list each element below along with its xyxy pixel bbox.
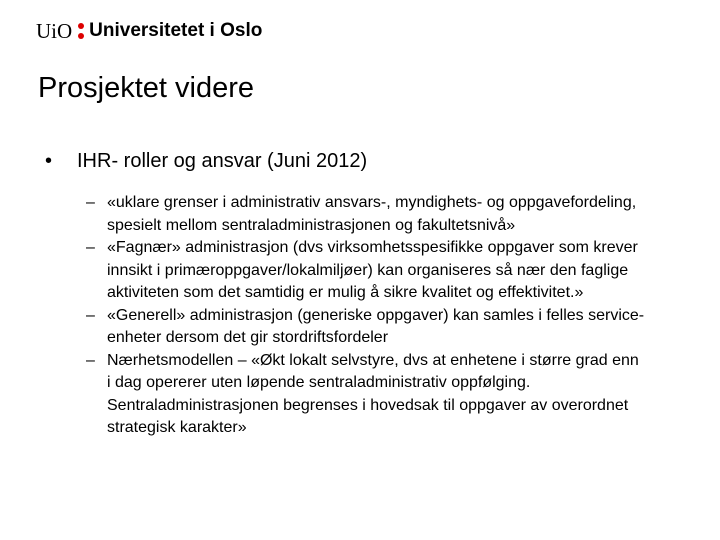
sub-bullet-text: «uklare grenser i administrativ ansvars-, myndighets- og oppgavefordeling, spesielt mellom sentraladministrasjonen og fakultetsnivå»: [107, 194, 637, 234]
logo-abbrev: UiO: [36, 18, 73, 43]
sub-bullet-text: «Fagnær» administrasjon (dvs virksomhetsspesifikke oppgaver som krever innsikt i primæroppgaver/lokalmiljøer) kan organiseres så nær den faglige aktiviteten som det samtidig er mulig å sikre kvalitet og effektivitet.»: [107, 239, 638, 301]
uio-logo: [36, 17, 262, 45]
sub-bullet-item: [86, 192, 646, 237]
sub-bullet-item: [86, 350, 646, 440]
logo-colon-icon: [78, 23, 84, 39]
sub-bullet-item: [86, 237, 646, 305]
sub-bullet-marker: –: [86, 194, 95, 211]
sub-bullet-marker: –: [86, 351, 95, 369]
slide-title: Prosjektet videre: [38, 72, 254, 104]
bullet-marker: •: [45, 150, 53, 172]
sub-bullet-text: «Generell» administrasjon (generiske oppgaver) kan samles i felles service-enheter dersom det gir stordriftsfordeler: [107, 306, 645, 346]
sub-bullet-list: [86, 192, 646, 440]
logo-name: Universitetet i Oslo: [89, 20, 263, 41]
sub-bullet-text: Nærhetsmodellen – «Økt lokalt selvstyre, dvs at enhetene i større grad enn i dag opererer uten løpende sentraladministrativ oppfølging. Sentraladministrasjonen begrenses i hovedsak til oppgaver av overordnet strategisk karakter»: [107, 351, 639, 436]
sub-bullet-marker: –: [86, 306, 95, 324]
sub-bullet-item: [86, 305, 646, 350]
bullet-text: IHR- roller og ansvar (Juni 2012): [77, 150, 368, 172]
bullet-item: [45, 150, 685, 173]
sub-bullet-marker: –: [86, 239, 95, 256]
